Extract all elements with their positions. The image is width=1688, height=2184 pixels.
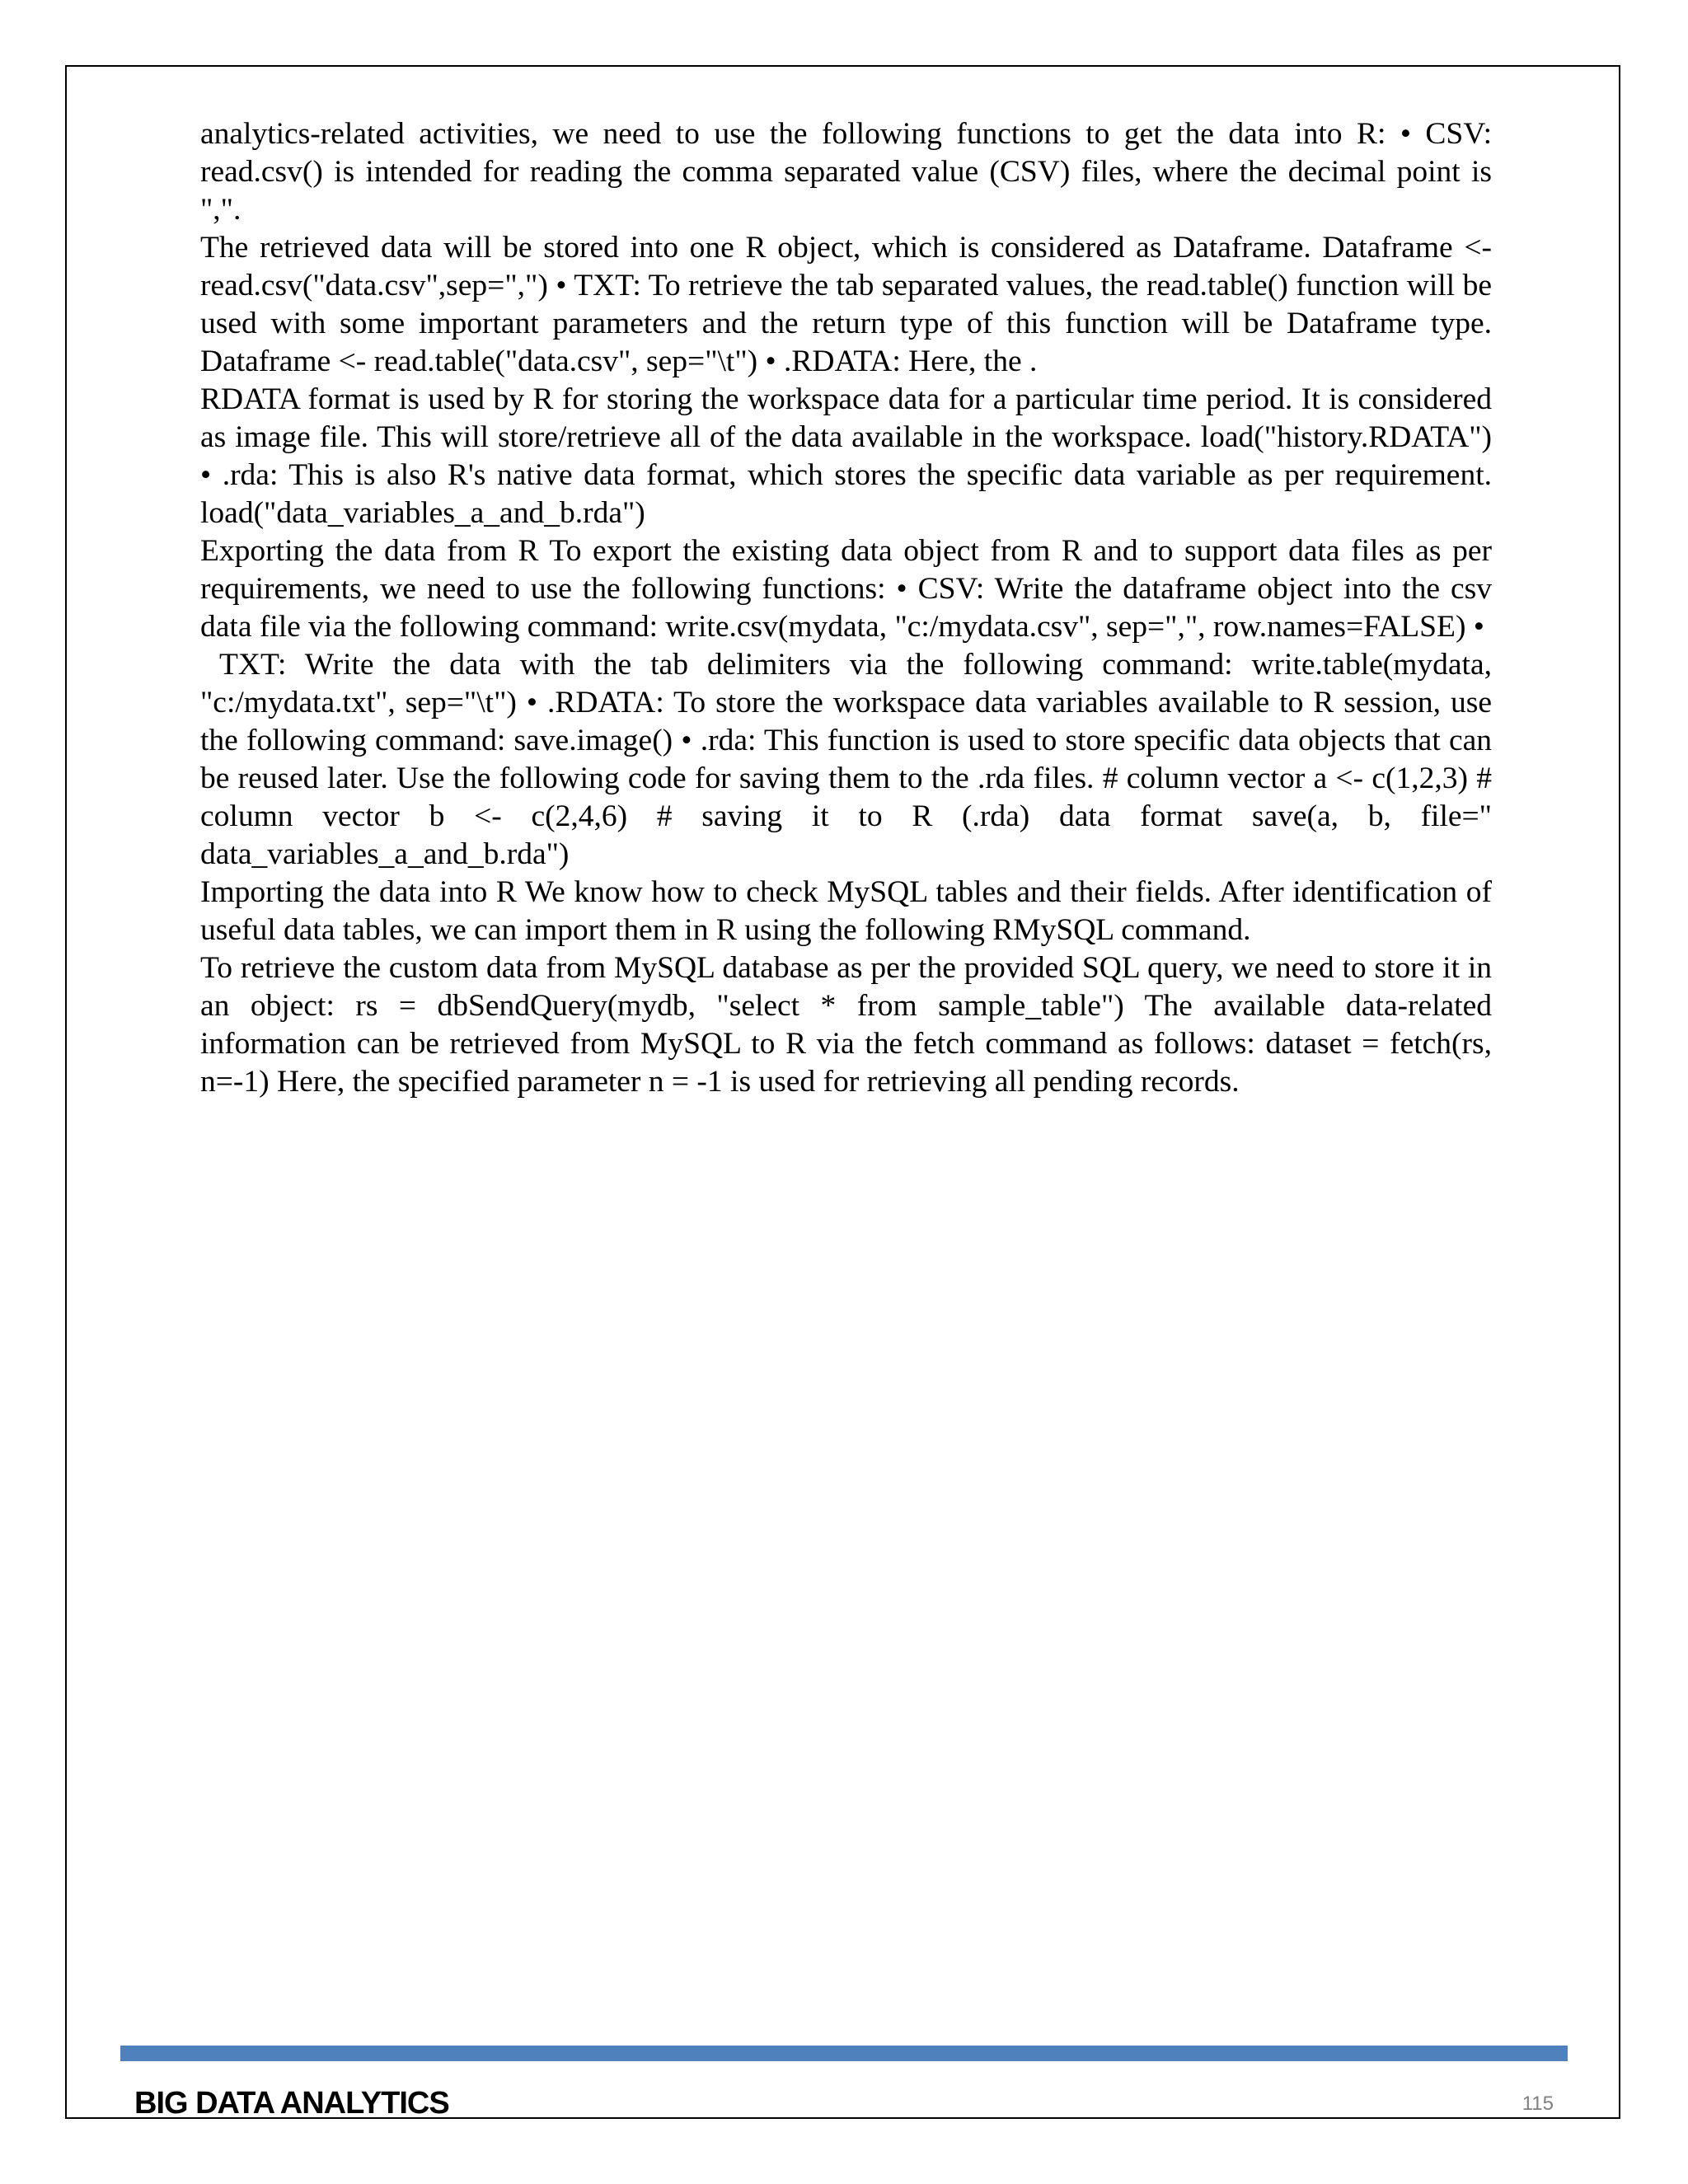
body-text xyxy=(200,115,1500,1101)
paragraph-3: RDATA format is used by R for storing the workspace data for a particular time period. It is considered as image file. This will store/retrieve all of the data available in the workspace. load("history.RDATA") • .rda: This is also R's native data format, which stores the specific data variable as per requirement. load("data_variables_a_and_b.rda") xyxy=(200,382,1500,530)
paragraph-2: The retrieved data will be stored into one R object, which is considered as Dataframe. Dataframe <- read.csv("data.csv",sep=",") • TXT: To retrieve the tab separated values, the read.table() function will be used with some important parameters and the return type of this function will be Dataframe type. Dataframe <- read.table("data.csv", sep="\t") • .RDATA: Here, the . xyxy=(200,231,1500,378)
paragraph-5: TXT: Write the data with the tab delimiters via the following command: write.table(mydata, "c:/mydata.txt", sep="\t") • .RDATA: To store the workspace data variables available to R session, use the following command: save.image() • .rda: This function is used to store specific data objects that can be reused later. Use the following code for saving them to the .rda files. # column vector a <- c(1,2,3) # column vector b <- c(2,4,6) # saving it to R (.rda) data format save(a, b, file=" data_variables_a_and_b.rda") xyxy=(200,648,1500,871)
footer-rule xyxy=(120,2046,1568,2061)
paragraph-6: Importing the data into R We know how to check MySQL tables and their fields. After identification of useful data tables, we can import them in R using the following RMySQL command. xyxy=(200,875,1500,947)
page-number: 115 xyxy=(1522,2093,1554,2115)
paragraph-7: To retrieve the custom data from MySQL database as per the provided SQL query, we need to store it in an object: rs = dbSendQuery(mydb, "select * from sample_table") The available data-related information can be retrieved from MySQL to R via the fetch command as follows: dataset = fetch(rs, n=-1) Here, the specified parameter n = -1 is used for retrieving all pending records. xyxy=(200,951,1500,1099)
paragraph-4: Exporting the data from R To export the existing data object from R and to support data files as per requirements, we need to use the following functions: • CSV: Write the dataframe object into the csv data file via the following command: write.csv(mydata, "c:/mydata.csv", sep=",", row.names=FALSE) • xyxy=(200,534,1500,644)
footer-title: BIG DATA ANALYTICS xyxy=(134,2086,449,2121)
paragraph-1: analytics-related activities, we need to use the following functions to get the data into R: • CSV: read.csv() is intended for reading the comma separated value (CSV) files, where the decimal point is ",". xyxy=(200,117,1500,227)
